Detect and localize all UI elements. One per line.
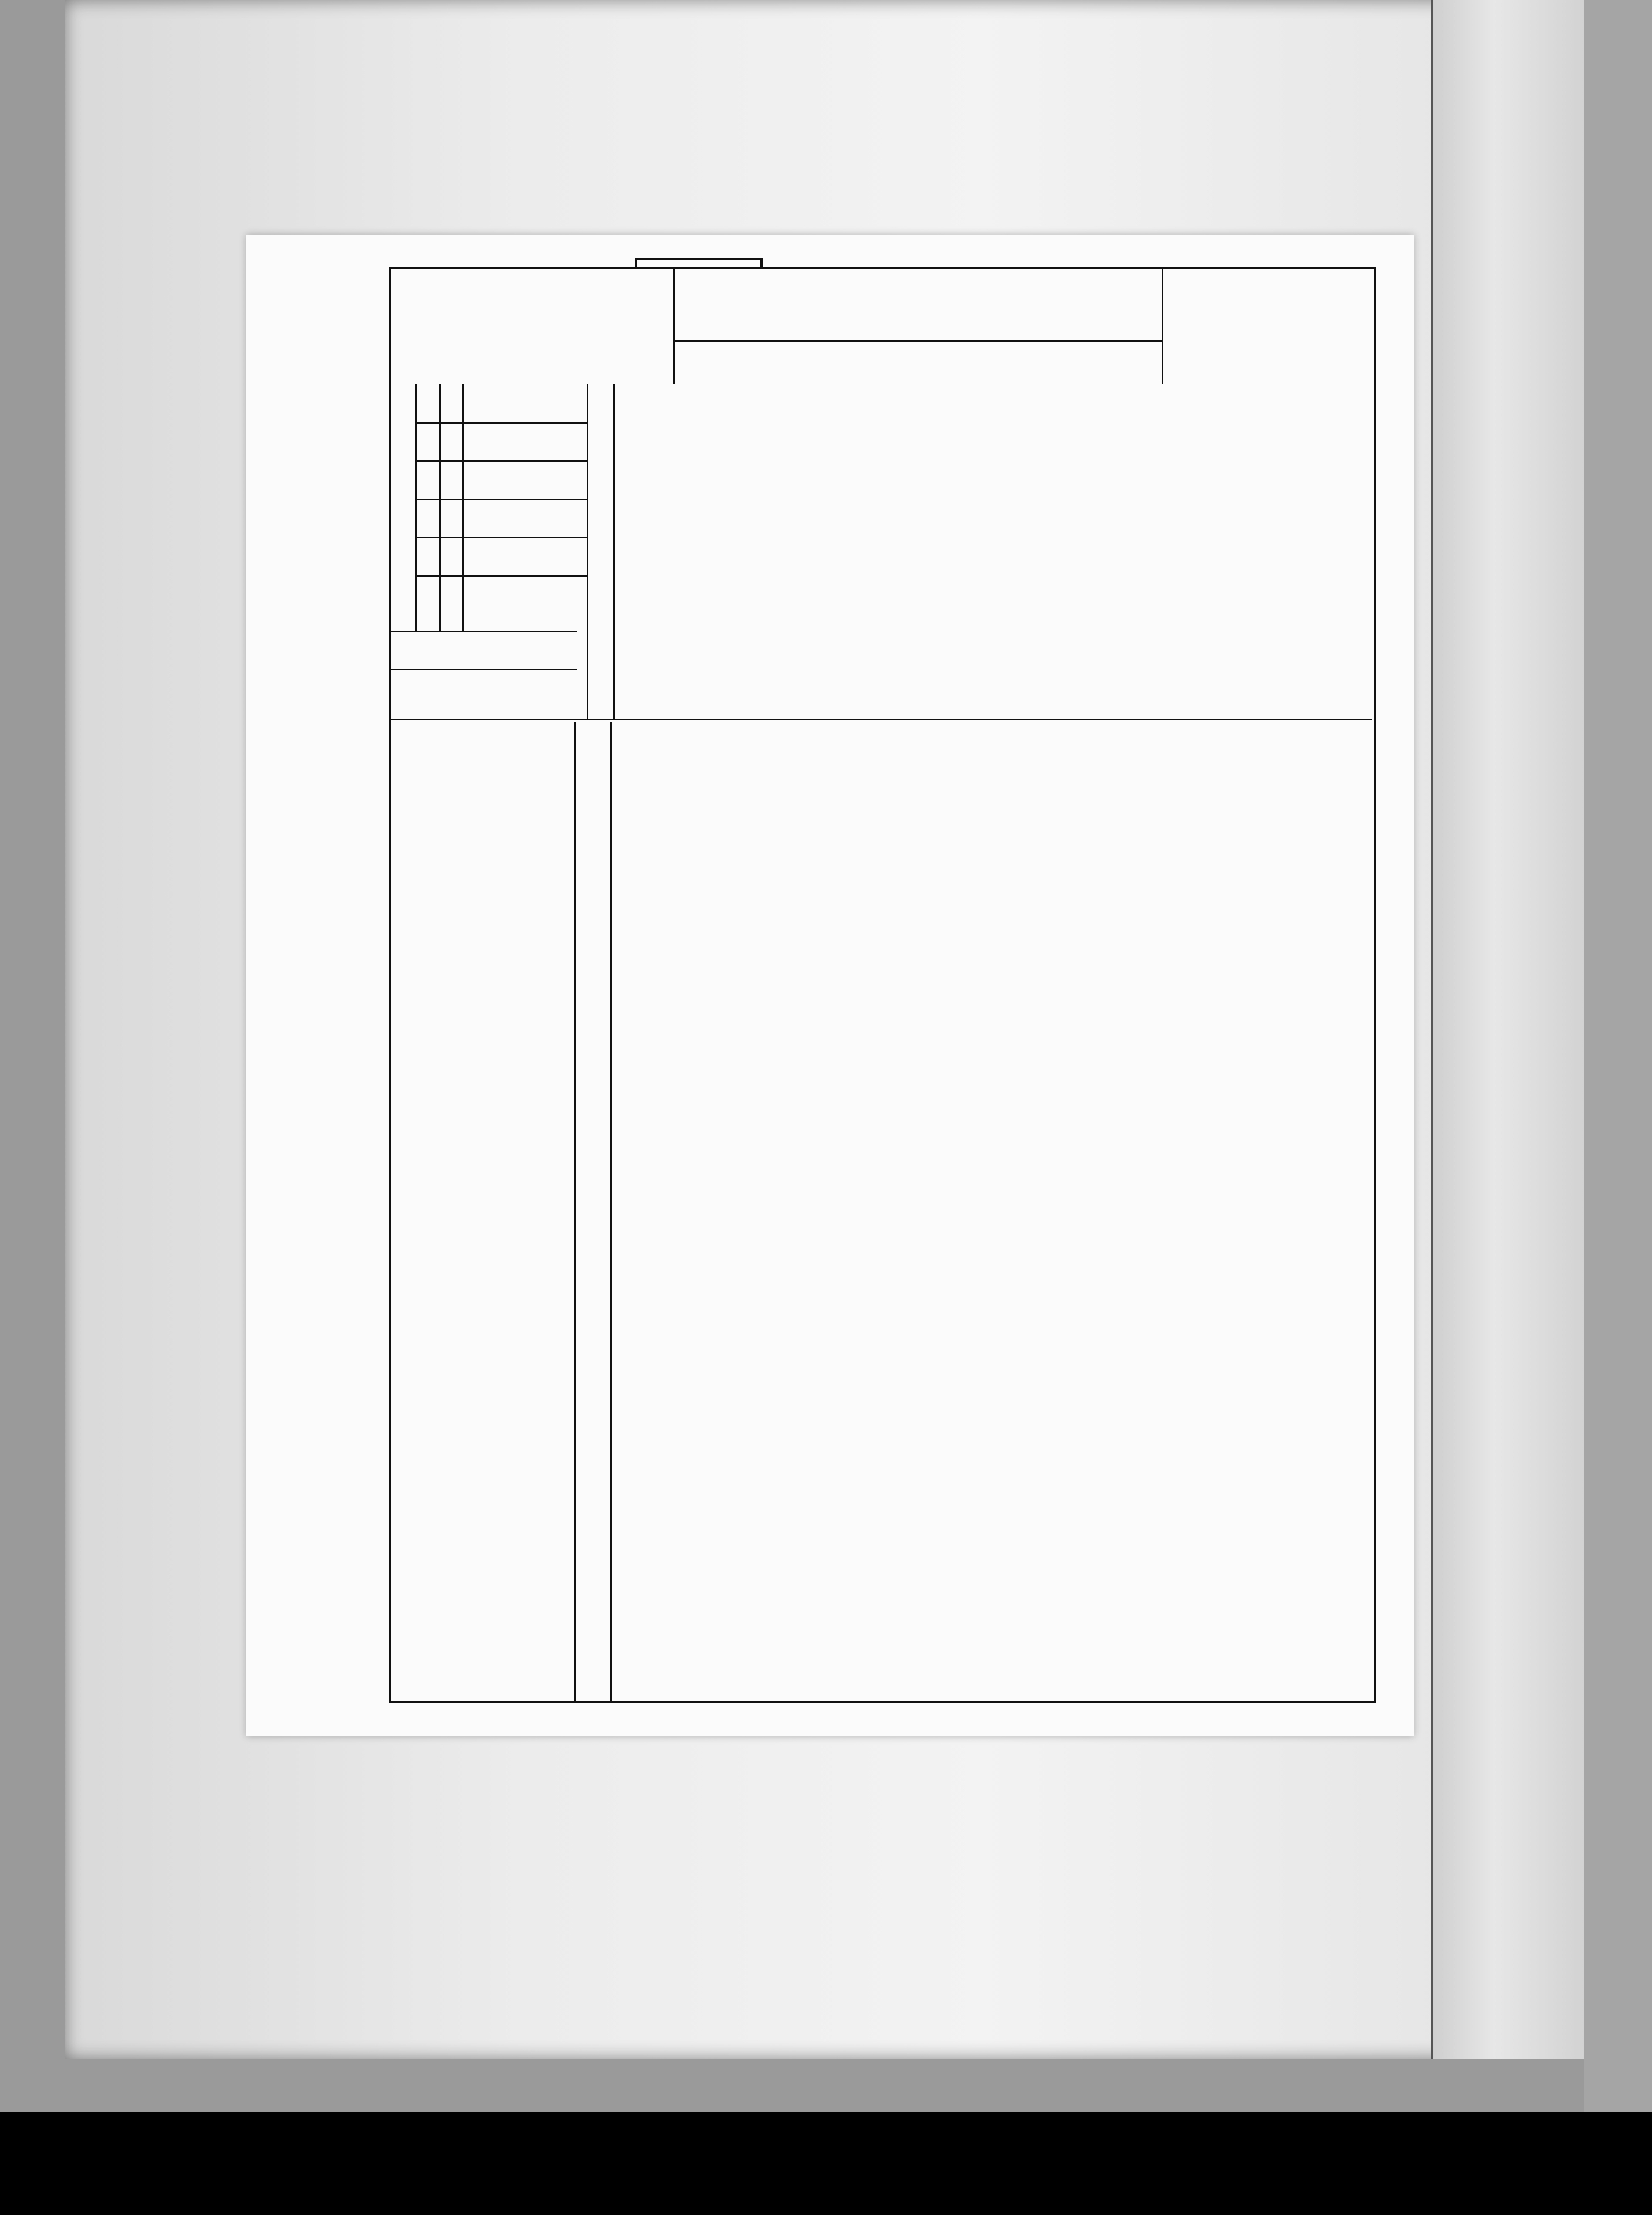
- weight-balance-card: [246, 235, 1414, 1736]
- report-page: [634, 258, 1625, 1678]
- report-header-box: [635, 258, 763, 1677]
